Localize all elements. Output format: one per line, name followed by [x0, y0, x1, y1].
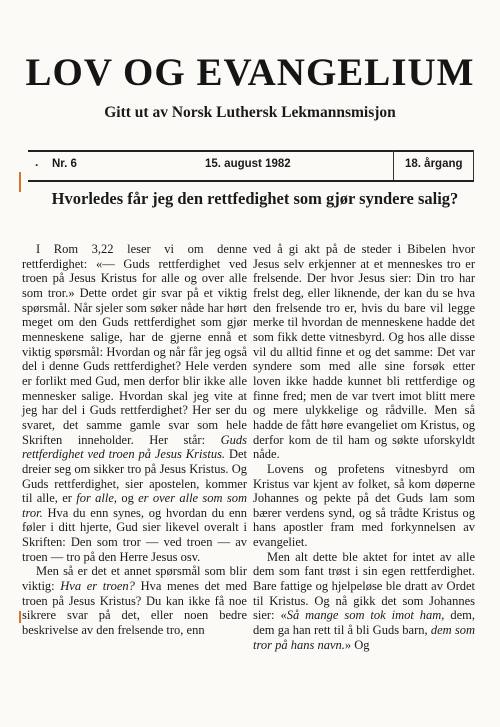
issue-number: Nr. 6 [52, 158, 77, 170]
article-headline: Hvorledes får jeg den rettfedighet som gjør syndere salig? [51, 189, 459, 208]
issue-date: 15. august 1982 [205, 158, 291, 170]
paragraph: Lovens og profetens vitnesbyrd om Kristus var kjent av folket, så kom døperne Johannes og pekte på det Guds lam som bærer verdens synd, og så trådte Kristus og hans apostler fram med forkynnelsen av evangeliet. [253, 461, 475, 550]
infobar-bullet: · [35, 158, 39, 172]
bottom-rule [28, 180, 474, 182]
paragraph: ved å gi akt på de steder i Bibelen hvor Jesus selv erkjenner at et menneskes tro er frelsende. Der hvor Jesus sier: Din tro har frelst deg, eller liknende, der kan du se hva den frelsende tro er, hvis du bare vil legge merke til hvordan de menneskene hadde det som fikk dette vitnesbyrd. Og hos alle disse vil du alltid finne et og det samme: Det var syndere som med alle sine forsøk etter loven ikke hadde kunnet bli rettferdige og finne fred; men de var tvert imot blitt mere og mere ulykkelige og rådville. Men så hadde de fått høre evangeliet om Kristus, og derfor kom de til ham og søkte uforskyldt nåde. [253, 242, 475, 462]
paragraph: Men så er det et annet spørsmål som blir viktig: Hva er troen? Hva menes det med troen på Jesus Kristus? Du kan ikke få noe sikrere svar på det, eller noen bedre beskrivelse av den frelsende tro, enn [22, 564, 247, 638]
volume-label: 18. årgang [405, 158, 463, 170]
infobar-divider [393, 150, 394, 180]
article-column-right [253, 242, 475, 652]
margin-mark-lower [19, 611, 21, 623]
top-rule [28, 150, 474, 152]
paragraph: I Rom 3,22 leser vi om denne rettferdighet: «— Guds rettferdighet ved troen på Jesus Kristus for alle og over alle som tror.» Dette ordet gir svar på et viktig spørsmål. Når sjeler som søker nåde har hørt meget om den Guds rettferdighet som gjør menneskene salige, har de gjerne ennå et viktig spørsmål: Hvordan og når får jeg også del i denne Guds rettferdighet? Hele verden er forlikt med Gud, men derfor blir ikke alle mennesker salige. Hvordan skal jeg vite at jeg har del i Guds rettferdighet? Her ser du svaret, det samme gamle svar som hele Skriften inneholder. Her står: Guds rettferdighet ved troen på Jesus Kristus. Det dreier seg om sikker tro på Jesus Kristus. Og Guds rettferdighet, sier apostelen, kommer til alle, er for alle, og er over alle som som tror. Hva du enn synes, og hvordan du enn føler i ditt hjerte, Gud sier likevel overalt i Skriften: Den som tror — ved troen — av troen — tro på den Herre Jesus osv. [22, 242, 248, 564]
article-column-left [22, 242, 247, 638]
paragraph: Men alt dette ble aktet for intet av alle dem som fant trøst i sin egen rettferdighet. Bare fattige og hjelpeløse ble dratt av Ordet til Kristus. Og nå gikk det som Johannes sier: «Så mange som tok imot ham, dem, dem ga han rett til å bli Guds barn, dem som tror på hans navn.» Og [253, 549, 476, 652]
infobar-divider-end [473, 150, 474, 180]
masthead-title: LOV OG EVANGELIUM [25, 51, 475, 94]
margin-mark [19, 172, 21, 192]
masthead-subtitle: Gitt ut av Norsk Luthersk Lekmannsmisjon [104, 104, 396, 121]
